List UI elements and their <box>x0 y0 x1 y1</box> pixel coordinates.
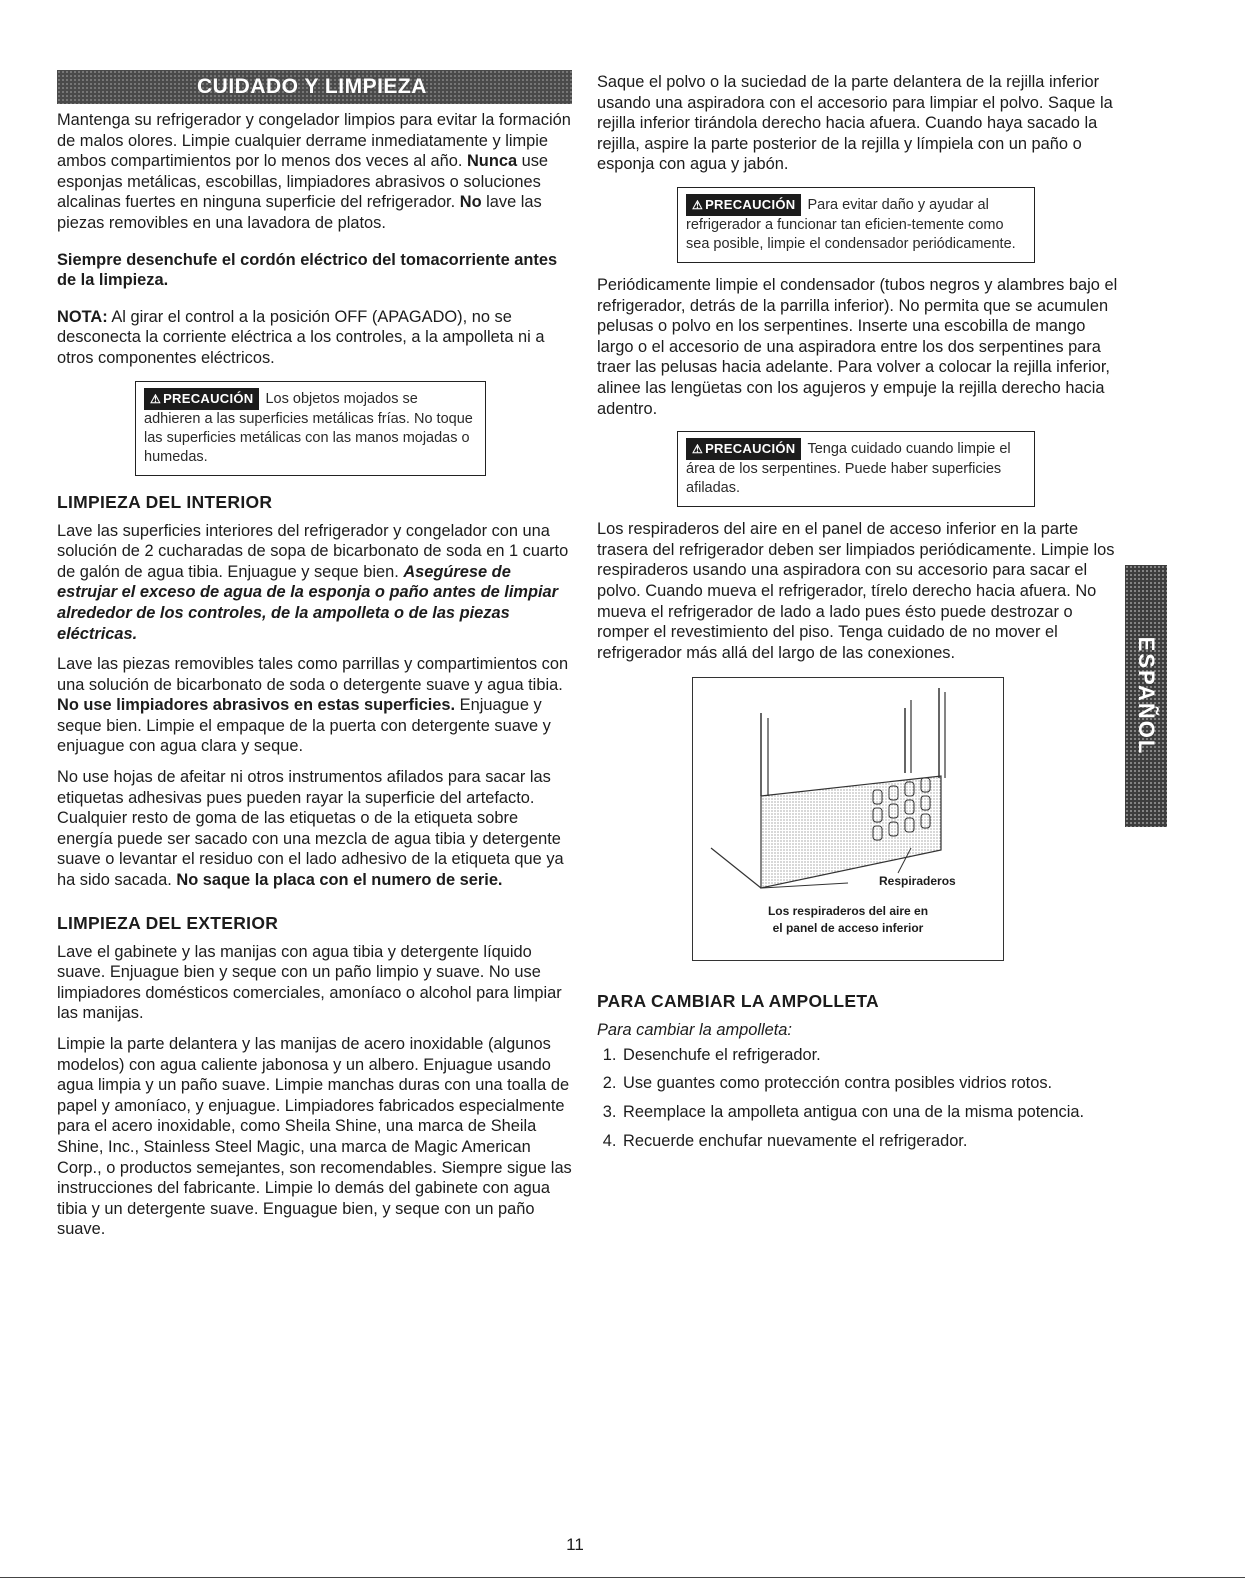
section-banner: CUIDADO Y LIMPIEZA <box>57 70 572 104</box>
interior-paragraph-1: Lave las superficies interiores del refrigerador y congelador con una solución de 2 cucharadas de sopa de bicarbonato de soda en 1 cuarto de galón de agua tibia. Enjuague y seque bien. Asegúrese de estrujar el exceso de agua de la esponja o paño antes de limpiar alrededor de los controles, de la ampolleta o de las piezas eléctricas. <box>57 521 569 643</box>
list-item: 1. Desenchufe el refrigerador. <box>621 1045 1125 1066</box>
warning-icon: ⚠ <box>692 197 704 212</box>
interior-paragraph-2: Lave las piezas removibles tales como parrillas y compartimientos con una solución de bicarbonato de soda o detergente suave y agua tibia. No use limpiadores abrasivos en estas superficies. Enjuague y seque bien. Limpie el empaque de la puerta con detergente suave y enjuague con agua clara y seque. <box>57 655 569 756</box>
bottom-divider <box>0 1577 1245 1578</box>
caution-badge: ⚠ PRECAUCIÓN <box>686 438 801 460</box>
list-item: 4. Recuerde enchufar nuevamente el refrigerador. <box>621 1131 1125 1152</box>
page-number: 11 <box>566 1535 584 1554</box>
figure-caption: Los respiraderos del aire en el panel de acceso inferior <box>767 904 929 936</box>
vent-illustration <box>692 677 1004 961</box>
grille-paragraph: Saque el polvo o la suciedad de la parte delantera de la rejilla inferior usando una aspiradora con el accesorio para limpiar el polvo. Saque la rejilla inferior tirándola derecho hacia afuera. Cuando haya sacado la rejilla, aspire la parte posterior de la rejilla y límpiela con un paño o esponja con agua y jabón. <box>597 73 1113 174</box>
exterior-paragraph-1: Lave el gabinete y las manijas con agua tibia y detergente líquido suave. Enjuague bien y seque con un paño limpio y suave. No use limpiadores domésticos comerciales, amoníaco o alcohol para limpiar las manijas. <box>57 942 562 1023</box>
list-item: 3. Reemplace la ampolleta antigua con una de la misma potencia. <box>621 1102 1125 1123</box>
list-item: 2. Use guantes como protección contra posibles vidrios rotos. <box>621 1073 1125 1094</box>
exterior-paragraph-2: Limpie la parte delantera y las manijas de acero inoxidable (algunos modelos) con agua caliente jabonosa y un albero. Enjuague usando agua limpia y un paño suave. Limpie manchas duras con una toalla de papel y amoníaco, y enjuague. Limpiadores fabricados especialmente para el acero inoxidable, como Sheila Shine, una marca de Sheila Shine, Inc., Stainless Steel Magic, una marca de Magic American Corp., o productos semejantes, son recomendables. Siempre sigue las instrucciones del fabricante. Limpie lo demás del gabinete con agua tibia y un detergente suave. Enguague bien, y seque con un paño suave. <box>57 1035 572 1239</box>
intro-paragraph: Mantenga su refrigerador y congelador limpios para evitar la formación de malos olores. Limpie cualquier derrame inmediatamente y limpie ambos compartimientos por lo menos dos veces al año. Nunca use esponjas metálicas, escobillas, limpiadores abrasivos o soluciones alcalinas fuertes en ninguna superficie del refrigerador. No lave las piezas removibles en una lavadora de platos. <box>57 111 571 232</box>
right-column <box>597 72 1125 1159</box>
caution-box-coils: ⚠ PRECAUCIÓN Tenga cuidado cuando limpie el área de los serpentines. Puede haber superficies afiladas. <box>677 431 1035 507</box>
vents-paragraph: Los respiraderos del aire en el panel de acceso inferior en la parte trasera del refrigerador deben ser limpiados periódicamente. Limpie los respiraderos usando una aspiradora con su accesorio para sacar el polvo. Cuando mueva el refrigerador, tírelo derecho hacia afuera. No mueva el refrigerador de lado a lado pues ésto puede destrozar o romper el revestimiento del piso. Tenga cuidado de no mover el refrigerador más allá del largo de las conexiones. <box>597 520 1115 662</box>
warning-icon: ⚠ <box>692 442 704 457</box>
vents-callout: Respiraderos <box>879 874 956 889</box>
unplug-warning: Siempre desenchufe el cordón eléctrico del tomacorriente antes de la limpieza. <box>57 250 558 290</box>
left-column <box>57 70 572 1240</box>
bulb-steps <box>597 1045 1125 1151</box>
caution-box-condenser: ⚠ PRECAUCIÓN Para evitar daño y ayudar al refrigerador a funcionar tan eficien-temente como sea posible, limpie el condensador periódicamente. <box>677 187 1035 263</box>
bulb-intro: Para cambiar la ampolleta: <box>597 1021 792 1040</box>
caution-badge: ⚠ PRECAUCIÓN <box>144 388 259 410</box>
heading-interior: LIMPIEZA DEL INTERIOR <box>57 491 273 512</box>
heading-change-bulb: PARA CAMBIAR LA AMPOLLETA <box>597 991 879 1012</box>
language-side-tab: ESPAÑOL <box>1125 565 1167 827</box>
note-paragraph: NOTA: Al girar el control a la posición OFF (APAGADO), no se desconecta la corriente eléctrica a los controles, a la ampolleta ni a otros componentes eléctricos. <box>57 307 545 367</box>
warning-icon: ⚠ <box>150 391 162 406</box>
heading-exterior: LIMPIEZA DEL EXTERIOR <box>57 912 279 933</box>
interior-paragraph-3: No use hojas de afeitar ni otros instrumentos afilados para sacar las etiquetas adhesivas pues pueden rayar la superficie del artefacto. Cualquier resto de goma de las etiquetas o de la etiqueta sobre energía puede ser sacado con una mezcla de agua tibia y detergente suave o levantar el residuo con el lado adhesivo de la etiqueta que ya ha sido sacada. No saque la placa con el numero de serie. <box>57 768 564 890</box>
caution-box-wet-objects: ⚠ PRECAUCIÓN Los objetos mojados se adhieren a las superficies metálicas frías. No toque las superficies metálicas con las manos mojadas o humedas. <box>135 381 486 476</box>
caution-badge: ⚠ PRECAUCIÓN <box>686 194 801 216</box>
condenser-paragraph: Periódicamente limpie el condensador (tubos negros y alambres bajo el refrigerador, detrás de la parrilla inferior). No permita que se acumulen pelusas o polvo en los serpentines. Inserte una escobilla de mango largo o el accesorio de una aspiradora entre los dos serpentines para traer las pelusas hacia adelante. Para volver a colocar la rejilla inferior, alinee las lengüetas con los agujeros y empuje la rejilla derecho hacia adentro. <box>597 275 1118 418</box>
